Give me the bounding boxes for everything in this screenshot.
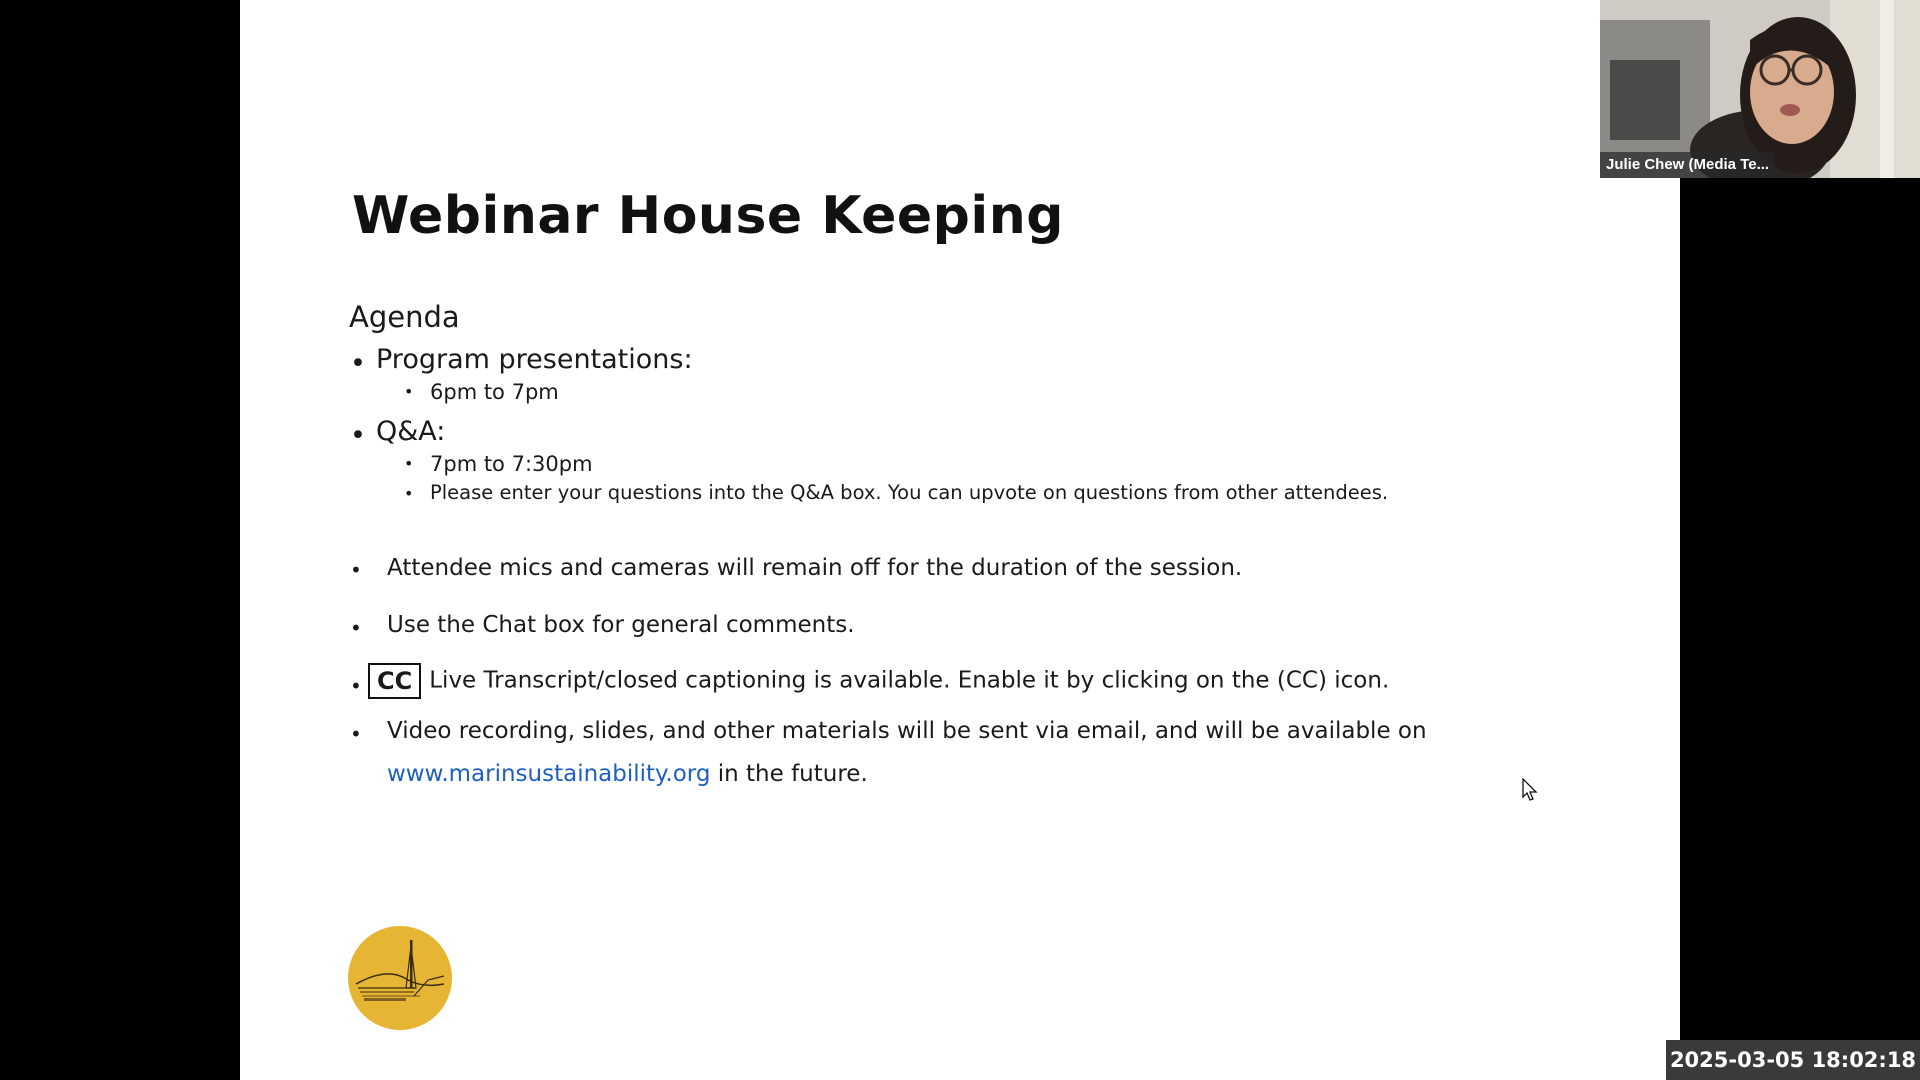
agenda-heading: Agenda	[349, 300, 460, 334]
mouse-pointer-icon	[1522, 778, 1538, 802]
closed-caption-icon: CC	[368, 663, 421, 699]
bullet-marker: •	[350, 420, 366, 451]
bullet-marker: •	[350, 558, 362, 582]
bullet-marker: •	[350, 348, 366, 379]
note-recording-continued	[387, 761, 868, 787]
bullet-marker: •	[350, 616, 362, 640]
participant-video-tile[interactable]	[1600, 0, 1920, 178]
agenda-item-qa: Q&A:	[376, 416, 446, 447]
shared-slide	[240, 0, 1680, 1080]
note-closed-captioning	[368, 663, 1389, 699]
note-mics-cameras: Attendee mics and cameras will remain off for the duration of the session.	[387, 555, 1243, 581]
slide-title: Webinar House Keeping	[352, 186, 1064, 246]
recording-timestamp: 2025-03-05 18:02:18	[1666, 1040, 1920, 1080]
bullet-marker: •	[350, 722, 362, 746]
note-chat-box: Use the Chat box for general comments.	[387, 612, 855, 638]
agenda-subitem-qa-time: 7pm to 7:30pm	[430, 452, 593, 476]
sub-bullet-marker: •	[404, 382, 414, 401]
sub-bullet-marker: •	[404, 484, 414, 503]
note-recording-suffix: in the future.	[710, 761, 868, 787]
agenda-subitem-program-time: 6pm to 7pm	[430, 380, 559, 404]
bullet-marker: •	[350, 674, 362, 698]
sub-bullet-marker: •	[404, 454, 414, 473]
agenda-item-program: Program presentations:	[376, 344, 693, 375]
civic-center-logo-icon	[348, 926, 452, 1030]
closed-caption-text: Live Transcript/closed captioning is available. Enable it by clicking on the (CC) icon.	[429, 667, 1390, 694]
note-recording: Video recording, slides, and other materials will be sent via email, and will be available on	[387, 718, 1427, 744]
website-link[interactable]: www.marinsustainability.org	[387, 761, 711, 787]
participant-name-label: Julie Chew (Media Te...	[1600, 152, 1775, 178]
agenda-subitem-qa-note: Please enter your questions into the Q&A box. You can upvote on questions from other attendees.	[430, 481, 1389, 504]
